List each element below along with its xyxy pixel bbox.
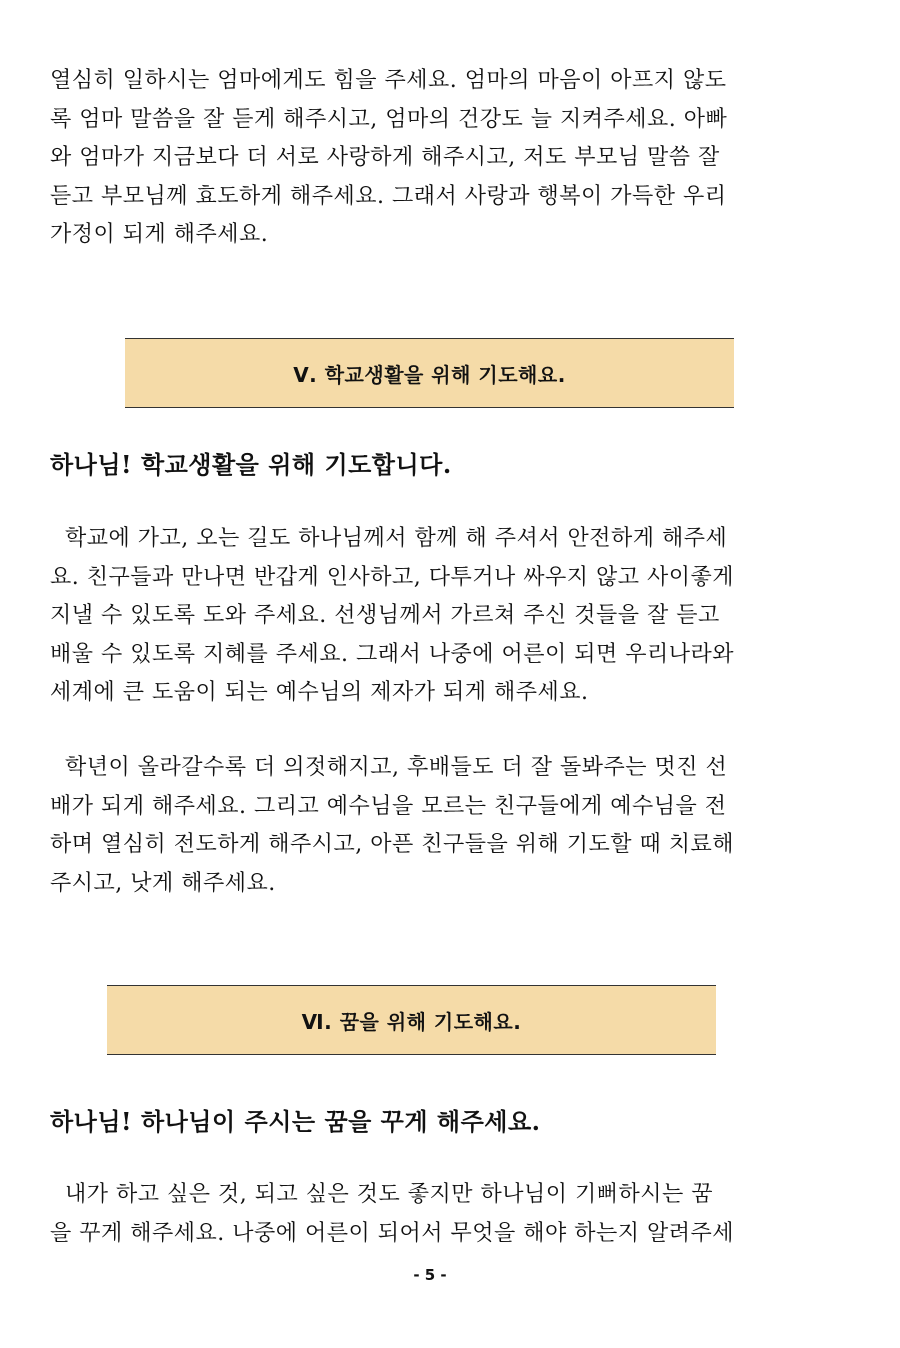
text-line: 지낼 수 있도록 도와 주세요. 선생님께서 가르쳐 주신 것들을 잘 듣고: [50, 603, 720, 628]
section-5-heading: 하나님! 학교생활을 위해 기도합니다.: [50, 450, 452, 479]
text-line: 배울 수 있도록 지혜를 주세요. 그래서 나중에 어른이 되면 우리나라와: [50, 641, 734, 667]
text-line: 학년이 올라갈수록 더 의젓해지고, 후배들도 더 잘 돌봐주는 멋진 선: [50, 755, 728, 780]
intro-paragraph: [50, 62, 810, 255]
text-line: 듣고 부모님께 효도하게 해주세요. 그래서 사랑과 행복이 가득한 우리: [50, 183, 727, 209]
text-line: 록 엄마 말씀을 잘 듣게 해주시고, 엄마의 건강도 늘 지켜주세요. 아빠: [50, 106, 728, 132]
section-5-paragraph-2: [50, 749, 810, 903]
page-number: - 5 -: [413, 1266, 447, 1284]
section-6-heading: 하나님! 하나님이 주시는 꿈을 꾸게 해주세요.: [50, 1107, 541, 1136]
text-line: 세계에 큰 도움이 되는 예수님의 제자가 되게 해주세요.: [50, 680, 589, 705]
text-line: 가정이 되게 해주세요.: [50, 222, 269, 247]
text-line: 와 엄마가 지금보다 더 서로 사랑하게 해주시고, 저도 부모님 말씀 잘: [50, 145, 720, 170]
text-line: 학교에 가고, 오는 길도 하나님께서 함께 해 주셔서 안전하게 해주세: [50, 526, 728, 551]
section-5-paragraph-1: [50, 520, 810, 713]
text-line: 열심히 일하시는 엄마에게도 힘을 주세요. 엄마의 마음이 아프지 않도: [50, 68, 727, 93]
text-line: 주시고, 낫게 해주세요.: [50, 870, 276, 896]
section-5-title: Ⅴ. 학교생활을 위해 기도해요.: [293, 362, 566, 387]
text-line: 하며 열심히 전도하게 해주시고, 아픈 친구들을 위해 기도할 때 치료해: [50, 832, 734, 857]
section-6-title: Ⅵ. 꿈을 위해 기도해요.: [301, 1009, 522, 1034]
section-6-paragraph-1: [50, 1176, 810, 1253]
section-6-title-box: [107, 985, 716, 1055]
text-line: 요. 친구들과 만나면 반갑게 인사하고, 다투거나 싸우지 않고 사이좋게: [50, 564, 734, 590]
section-5-title-box: [125, 338, 734, 408]
text-line: 내가 하고 싶은 것, 되고 싶은 것도 좋지만 하나님이 기뻐하시는 꿈: [50, 1182, 713, 1207]
text-line: 을 꾸게 해주세요. 나중에 어른이 되어서 무엇을 해야 하는지 알려주세: [50, 1220, 734, 1246]
text-line: 배가 되게 해주세요. 그리고 예수님을 모르는 친구들에게 예수님을 전: [50, 793, 727, 819]
